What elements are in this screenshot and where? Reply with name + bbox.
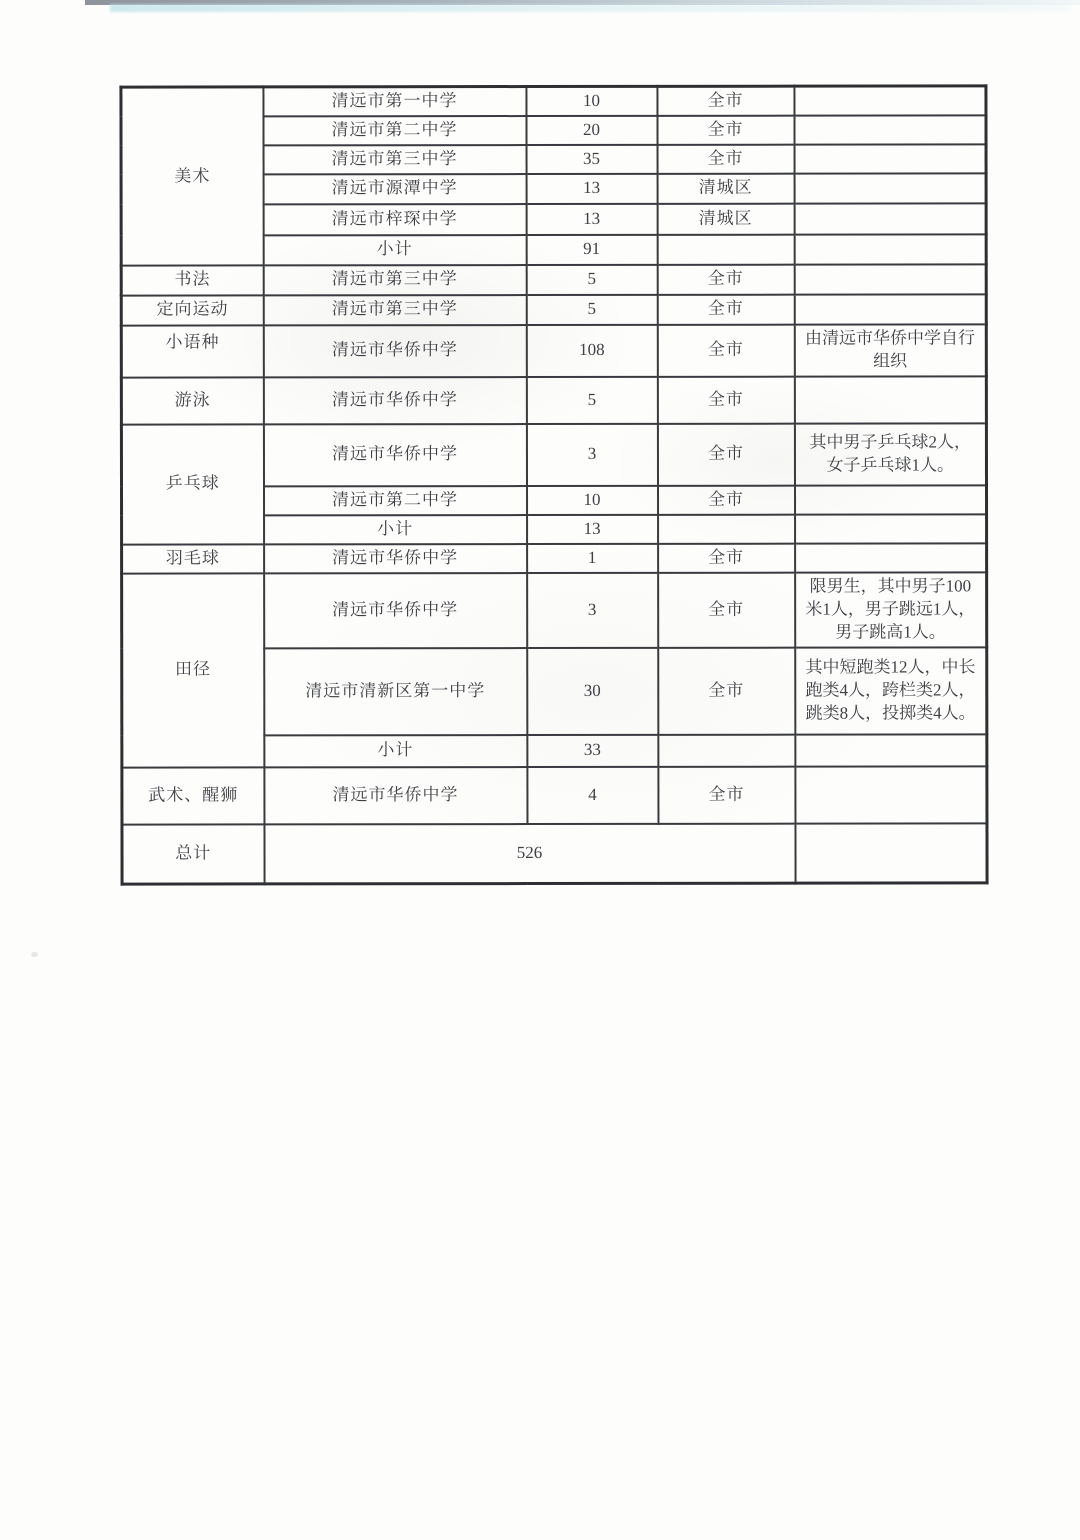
scan-artifact-teal-glow xyxy=(110,4,1070,12)
scope-cell xyxy=(657,235,794,265)
scope-cell: 全市 xyxy=(657,423,794,485)
remarks-cell xyxy=(795,734,987,766)
scope-cell: 全市 xyxy=(657,376,794,423)
category-cell: 羽毛球 xyxy=(122,544,264,573)
scope-cell: 全市 xyxy=(657,116,794,145)
remarks-cell xyxy=(795,766,987,823)
scope-cell: 全市 xyxy=(658,543,795,572)
scope-cell: 全市 xyxy=(657,86,794,116)
school-cell: 清远市第三中学 xyxy=(263,265,526,295)
school-cell: 清远市华侨中学 xyxy=(263,377,526,424)
remarks-cell xyxy=(794,144,986,173)
school-cell: 清远市华侨中学 xyxy=(263,424,526,486)
scope-cell: 全市 xyxy=(657,325,794,377)
remarks-cell xyxy=(794,173,986,203)
school-cell: 清远市梓琛中学 xyxy=(263,204,526,235)
remarks-cell xyxy=(795,543,987,572)
table-row xyxy=(121,294,986,325)
school-cell: 清远市华侨中学 xyxy=(263,325,526,377)
quota-cell: 3 xyxy=(526,424,657,486)
quota-cell: 13 xyxy=(527,515,658,544)
category-cell: 定向运动 xyxy=(121,295,263,325)
scan-speck xyxy=(31,952,38,957)
quota-cell: 13 xyxy=(526,204,657,235)
category-cell: 乒乓球 xyxy=(121,424,263,544)
quota-cell: 3 xyxy=(527,573,658,648)
quota-cell: 33 xyxy=(527,734,658,766)
quota-cell: 10 xyxy=(526,86,657,116)
remarks-cell: 其中短跑类12人，中长跑类4人，跨栏类2人，跳类8人，投掷类4人。 xyxy=(795,647,987,734)
admissions-table xyxy=(119,84,988,885)
scope-cell: 清城区 xyxy=(657,204,794,235)
category-cell: 田径 xyxy=(122,573,264,767)
quota-cell: 10 xyxy=(527,486,658,515)
table-row xyxy=(121,423,986,486)
table-row xyxy=(122,823,987,884)
remarks-cell xyxy=(794,234,986,264)
table-row xyxy=(121,324,986,377)
quota-cell: 5 xyxy=(526,377,657,424)
quota-cell: 30 xyxy=(527,647,658,734)
quota-cell: 20 xyxy=(526,116,657,145)
quota-cell: 5 xyxy=(526,265,657,295)
school-cell: 清远市华侨中学 xyxy=(264,767,527,824)
admissions-table-container xyxy=(119,84,988,885)
table-row xyxy=(122,572,987,648)
remarks-cell: 其中男子乒乓球2人，女子乒乓球1人。 xyxy=(794,423,986,485)
quota-cell: 1 xyxy=(527,544,658,573)
scope-cell: 清城区 xyxy=(657,174,794,204)
school-cell: 清远市源潭中学 xyxy=(263,174,526,204)
total-label-cell: 总计 xyxy=(122,824,264,884)
remarks-cell xyxy=(794,376,986,423)
table-row xyxy=(122,543,987,573)
subtotal-label-cell: 小计 xyxy=(264,515,527,544)
scan-speck xyxy=(903,1263,908,1267)
remarks-cell xyxy=(794,115,986,144)
table-row xyxy=(121,86,986,117)
remarks-cell xyxy=(795,514,987,543)
category-cell: 武术、醒狮 xyxy=(122,767,264,824)
scope-cell xyxy=(658,734,795,766)
scope-cell: 全市 xyxy=(657,145,794,174)
total-value-cell: 526 xyxy=(264,823,795,884)
remarks-cell: 限男生，其中男子100米1人，男子跳远1人，男子跳高1人。 xyxy=(795,572,987,647)
table-row xyxy=(121,376,986,424)
school-cell: 清远市华侨中学 xyxy=(264,573,527,648)
school-cell: 清远市第二中学 xyxy=(264,486,527,515)
subtotal-label-cell: 小计 xyxy=(263,235,526,265)
scope-cell: 全市 xyxy=(658,766,795,823)
school-cell: 清远市第一中学 xyxy=(263,87,526,117)
remarks-cell xyxy=(795,823,987,883)
remarks-cell xyxy=(794,294,986,324)
remarks-cell: 由清远市华侨中学自行组织 xyxy=(794,324,986,376)
school-cell: 清远市第三中学 xyxy=(263,295,526,325)
category-cell: 游泳 xyxy=(121,377,263,424)
scope-cell: 全市 xyxy=(658,572,795,647)
scope-cell: 全市 xyxy=(657,265,794,295)
quota-cell: 35 xyxy=(526,145,657,174)
quota-cell: 91 xyxy=(526,235,657,265)
school-cell: 清远市清新区第一中学 xyxy=(264,648,527,735)
category-cell: 美术 xyxy=(121,87,263,266)
quota-cell: 108 xyxy=(526,325,657,377)
school-cell: 清远市华侨中学 xyxy=(264,544,527,573)
category-cell: 书法 xyxy=(121,265,263,295)
admissions-table-body xyxy=(121,86,987,884)
subtotal-label-cell: 小计 xyxy=(264,735,527,767)
table-row xyxy=(121,264,986,295)
category-cell: 小语种 xyxy=(121,325,263,377)
quota-cell: 13 xyxy=(526,174,657,204)
remarks-cell xyxy=(795,485,987,514)
remarks-cell xyxy=(794,264,986,294)
scope-cell: 全市 xyxy=(658,647,795,734)
quota-cell: 4 xyxy=(527,766,658,823)
table-row xyxy=(122,766,987,824)
scope-cell xyxy=(658,514,795,543)
remarks-cell xyxy=(794,86,986,116)
school-cell: 清远市第二中学 xyxy=(263,116,526,145)
scope-cell: 全市 xyxy=(657,295,794,325)
remarks-cell xyxy=(794,203,986,234)
school-cell: 清远市第三中学 xyxy=(263,145,526,174)
quota-cell: 5 xyxy=(526,295,657,325)
scope-cell: 全市 xyxy=(658,485,795,514)
